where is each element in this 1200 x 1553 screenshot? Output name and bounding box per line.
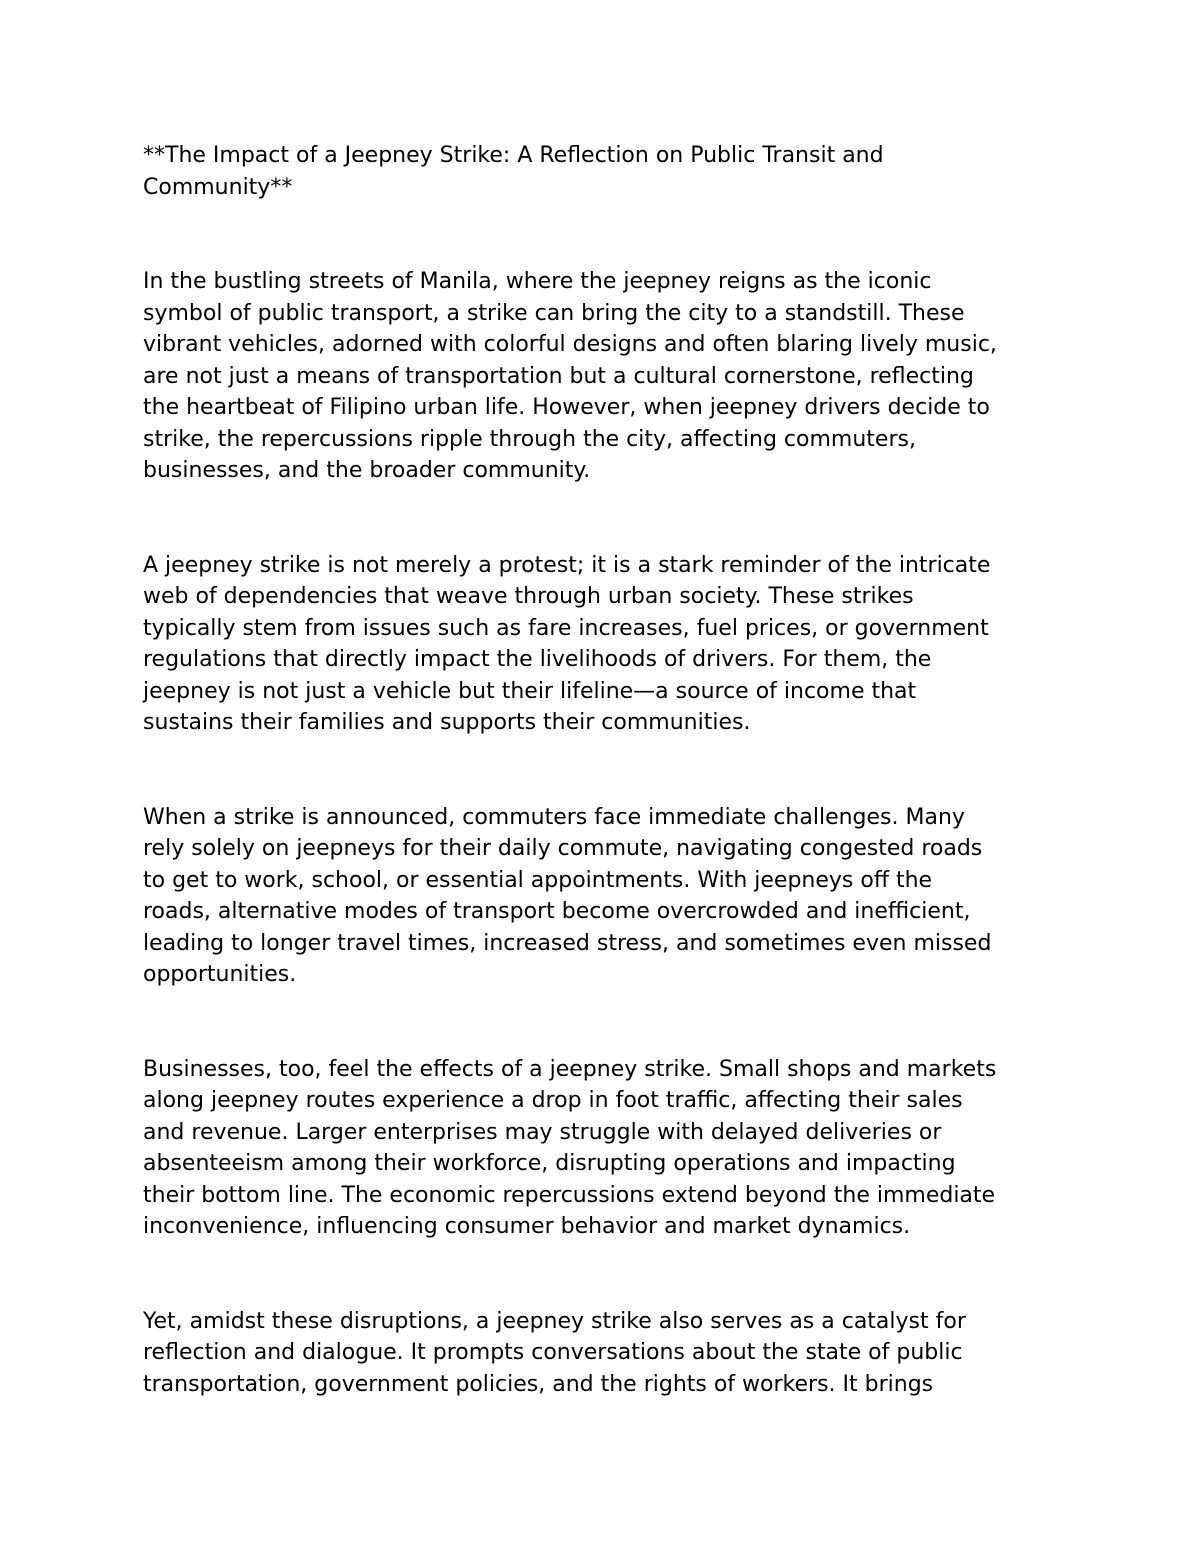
paragraph-line: jeepney is not just a vehicle but their lifeline—a source of income that <box>143 678 917 704</box>
paragraph-1 <box>143 266 1083 487</box>
paragraph-line: their bottom line. The economic repercussions extend beyond the immediate <box>143 1182 996 1208</box>
document-title <box>143 140 1083 203</box>
paragraph-line: roads, alternative modes of transport become overcrowded and inefficient, <box>143 899 971 924</box>
title-line: Community** <box>143 174 293 200</box>
paragraph-line: A jeepney strike is not merely a protest; it is a stark reminder of the intricate <box>143 552 991 578</box>
paragraph-4 <box>143 1054 1083 1243</box>
paragraph-line: opportunities. <box>143 962 297 987</box>
paragraph-line: When a strike is announced, commuters face immediate challenges. Many <box>143 804 965 830</box>
paragraph-line: strike, the repercussions ripple through the city, affecting commuters, <box>143 426 916 452</box>
paragraph-line: the heartbeat of Filipino urban life. However, when jeepney drivers decide to <box>143 395 990 420</box>
paragraph-line: along jeepney routes experience a drop in foot traffic, affecting their sales <box>143 1088 963 1113</box>
paragraph-2 <box>143 550 1083 739</box>
paragraph-line: and revenue. Larger enterprises may struggle with delayed deliveries or <box>143 1119 942 1145</box>
document-body <box>143 140 1083 1400</box>
paragraph-line: Yet, amidst these disruptions, a jeepney strike also serves as a catalyst for <box>143 1308 966 1334</box>
paragraph-line: regulations that directly impact the livelihoods of drivers. For them, the <box>143 647 932 672</box>
paragraph-line: absenteeism among their workforce, disrupting operations and impacting <box>143 1151 956 1176</box>
title-line: **The Impact of a Jeepney Strike: A Reflection on Public Transit and <box>143 143 884 168</box>
paragraph-3 <box>143 802 1083 991</box>
paragraph-line: inconvenience, influencing consumer behavior and market dynamics. <box>143 1214 911 1239</box>
paragraph-line: vibrant vehicles, adorned with colorful designs and often blaring lively music, <box>143 332 997 357</box>
paragraph-line: typically stem from issues such as fare increases, fuel prices, or government <box>143 615 989 641</box>
paragraph-line: transportation, government policies, and the rights of workers. It brings <box>143 1371 934 1397</box>
paragraph-line: In the bustling streets of Manila, where the jeepney reigns as the iconic <box>143 269 932 294</box>
paragraph-line: Businesses, too, feel the effects of a jeepney strike. Small shops and markets <box>143 1056 997 1082</box>
paragraph-line: businesses, and the broader community. <box>143 458 591 483</box>
paragraph-line: reflection and dialogue. It prompts conversations about the state of public <box>143 1340 963 1365</box>
paragraph-line: sustains their families and supports their communities. <box>143 710 751 735</box>
paragraph-line: web of dependencies that weave through urban society. These strikes <box>143 584 914 609</box>
paragraph-5 <box>143 1306 1083 1401</box>
paragraph-line: leading to longer travel times, increased stress, and sometimes even missed <box>143 930 992 956</box>
paragraph-line: are not just a means of transportation but a cultural cornerstone, reflecting <box>143 363 974 389</box>
paragraph-line: symbol of public transport, a strike can bring the city to a standstill. These <box>143 300 965 326</box>
paragraph-line: rely solely on jeepneys for their daily commute, navigating congested roads <box>143 836 983 861</box>
paragraph-line: to get to work, school, or essential appointments. With jeepneys off the <box>143 867 933 893</box>
